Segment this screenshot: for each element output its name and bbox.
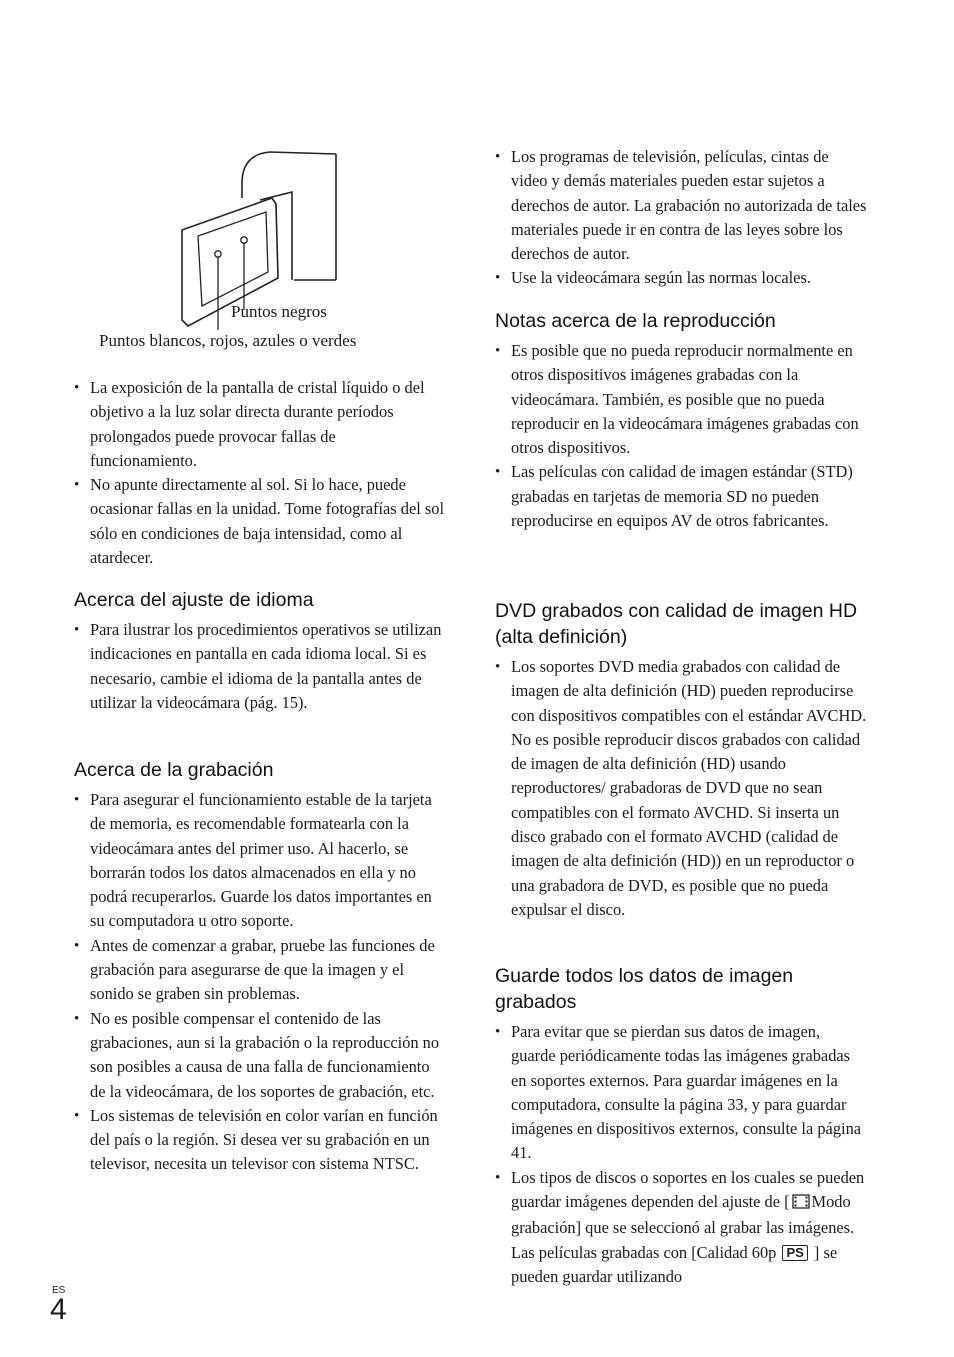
page-number: 4 <box>50 1293 67 1326</box>
list-item: • Antes de comenzar a grabar, pruebe las funciones de grabación para asegurarse de que la imagen y el sonido se graben sin problemas. <box>74 934 446 1007</box>
white-dot-marker <box>215 251 221 257</box>
section-dvd <box>495 598 867 922</box>
list-item: • Las películas con calidad de imagen estándar (STD) grabadas en tarjetas de memoria SD no pueden reproducirse en equipos AV de otros fabricantes. <box>495 460 867 533</box>
section-grabacion <box>74 757 446 1177</box>
bullet-text: ] se pueden guardar utilizando <box>511 1242 838 1286</box>
section-heading: Acerca del ajuste de idioma <box>74 589 314 611</box>
list-item: • Es posible que no pueda reproducir normalmente en otros dispositivos imágenes grabadas con la videocámara. También, es posible que no pueda reproducir en la videocámara imágenes grabadas con otros dispositivos. <box>495 339 867 460</box>
section-heading: DVD grabados con calidad de imagen HD (alta definición) <box>495 600 858 648</box>
list-item: • Use la videocámara según las normas locales. <box>495 266 867 290</box>
ps-quality-badge: PS <box>782 1245 807 1261</box>
movie-film-icon <box>790 1192 812 1216</box>
section-heading: Acerca de la grabación <box>74 759 274 781</box>
list-item: • Los programas de televisión, películas, cintas de video y demás materiales pueden estar sujetos a derechos de autor. La grabación no autorizada de tales materiales puede ir en contra de las leyes sobre los derechos de autor. <box>495 145 867 266</box>
section-guarde <box>495 963 867 1289</box>
list-item: • Los soportes DVD media grabados con calidad de imagen de alta definición (HD) pueden reproducirse con dispositivos compatibles con el estándar AVCHD. No es posible reproducir discos grabados con calidad de imagen de alta definición (HD) usando reproductores/ grabadoras de DVD que no sean compatibles con el formato AVCHD. Si inserta un disco grabado con el formato AVCHD (calidad de imagen de alta definición (HD)) en un reproductor o una grabadora de DVD, es posible que no pueda expulsar el disco. <box>495 655 867 922</box>
section-reproduccion <box>495 308 867 533</box>
black-dot-marker <box>241 237 247 243</box>
list-item: • Para evitar que se pierdan sus datos de imagen, guarde periódicamente todas las imágenes grabadas en soportes externos. Para guardar imágenes en la computadora, consulte la página 33, y para guardar imágenes en dispositivos externos, consulte la página 41. <box>495 1020 867 1166</box>
section-heading: Guarde todos los datos de imagen grabados <box>495 965 794 1013</box>
bullet-text: Los tipos de discos o soportes en los cuales se pueden guardar imágenes dependen del ajuste de [ <box>511 1167 865 1212</box>
section-heading: Notas acerca de la reproducción <box>495 310 776 332</box>
label-color-dots: Puntos blancos, rojos, azules o verdes <box>99 331 357 350</box>
list-item: • Para asegurar el funcionamiento estable de la tarjeta de memoria, es recomendable formatearla con la videocámara antes del primer uso. Al hacerlo, se borrarán todos los datos almacenados en ella y no podrá recuperarlos. Guarde los datos importantes en su computadora u otro soporte. <box>74 788 446 934</box>
bullet-text: Modo grabación] que se seleccionó al grabar las imágenes. Las películas grabadas con [Calidad 60p <box>511 1192 855 1262</box>
list-item: • Para ilustrar los procedimientos operativos se utilizan indicaciones en pantalla en cada idioma local. Si es necesario, cambie el idioma de la pantalla antes de utilizar la videocámara (pág. 15). <box>74 618 446 715</box>
list-item: • No apunte directamente al sol. Si lo hace, puede ocasionar fallas en la unidad. Tome fotografías del sol sólo en condiciones de baja intensidad, como al atardecer. <box>74 473 446 570</box>
list-item: • No es posible compensar el contenido de las grabaciones, aun si la grabación o la reproducción no son posibles a causa de una falla de funcionamiento de la videocámara, de los soportes de grabación, etc. <box>74 1007 446 1104</box>
list-item: • La exposición de la pantalla de cristal líquido o del objetivo a la luz solar directa durante períodos prolongados puede provocar fallas de funcionamiento. <box>74 376 446 473</box>
list-item: • Los sistemas de televisión en color varían en función del país o la región. Si desea ver su grabación en un televisor, necesita un televisor con sistema NTSC. <box>74 1104 446 1177</box>
list-item <box>495 1166 867 1289</box>
top-section <box>495 145 867 291</box>
label-black-dots: Puntos negros <box>231 302 327 321</box>
page-language-code: ES <box>52 1285 66 1296</box>
section-idioma <box>74 587 446 715</box>
intro-section <box>74 376 446 570</box>
